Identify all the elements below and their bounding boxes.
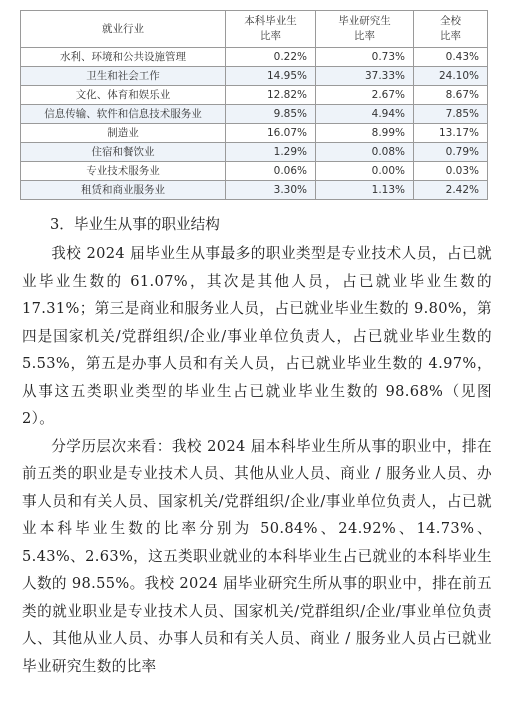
table-row — [21, 124, 488, 143]
industry-cell: 信息传输、软件和信息技术服务业 — [21, 105, 226, 124]
column-header: 全校 比率 — [414, 11, 488, 48]
table-row — [21, 181, 488, 200]
rate-cell: 24.10% — [414, 67, 488, 86]
rate-cell: 1.13% — [316, 181, 414, 200]
industry-cell: 水利、环境和公共设施管理 — [21, 48, 226, 67]
rate-cell: 12.82% — [226, 86, 316, 105]
section-heading: 3．毕业生从事的职业结构 — [50, 216, 220, 233]
industry-rate-table — [20, 10, 488, 200]
table-row — [21, 162, 488, 181]
rate-cell: 1.29% — [226, 143, 316, 162]
column-header: 就业行业 — [21, 11, 226, 48]
section-body — [22, 240, 492, 680]
rate-cell: 0.22% — [226, 48, 316, 67]
rate-cell: 16.07% — [226, 124, 316, 143]
rate-cell: 14.95% — [226, 67, 316, 86]
industry-cell: 卫生和社会工作 — [21, 67, 226, 86]
table-header — [21, 11, 488, 48]
table-row — [21, 105, 488, 124]
rate-cell: 8.67% — [414, 86, 488, 105]
paragraph-overall: 我校 2024 届毕业生从事最多的职业类型是专业技术人员，占已就业毕业生数的 61.07%，其次是其他人员，占已就业毕业生数的 17.31%；第三是商业和服务业人员，占已就业毕业生数的 9.80%，第四是国家机关/党群组织/企业/事业单位负责人，占已就业毕业生数的 5.53%，第五是办事人员和有关人员，占已就业毕业生数的 4.97%，从事这五类职业类型的毕业生占已就业毕业生数的 98.68%（见图 2）。 — [22, 245, 492, 427]
table-row — [21, 143, 488, 162]
table-header-row — [21, 11, 488, 48]
industry-cell: 专业技术服务业 — [21, 162, 226, 181]
table-row — [21, 86, 488, 105]
rate-cell: 4.94% — [316, 105, 414, 124]
industry-cell: 租赁和商业服务业 — [21, 181, 226, 200]
table-body — [21, 48, 488, 200]
industry-cell: 住宿和餐饮业 — [21, 143, 226, 162]
rate-cell: 2.42% — [414, 181, 488, 200]
rate-cell: 2.67% — [316, 86, 414, 105]
rate-cell: 37.33% — [316, 67, 414, 86]
rate-cell: 7.85% — [414, 105, 488, 124]
rate-cell: 13.17% — [414, 124, 488, 143]
rate-cell: 0.00% — [316, 162, 414, 181]
rate-cell: 0.08% — [316, 143, 414, 162]
rate-cell: 0.06% — [226, 162, 316, 181]
rate-cell: 0.79% — [414, 143, 488, 162]
industry-rate-table-container — [20, 10, 487, 200]
industry-cell: 文化、体育和娱乐业 — [21, 86, 226, 105]
rate-cell: 0.73% — [316, 48, 414, 67]
column-header: 毕业研究生 比率 — [316, 11, 414, 48]
table-row — [21, 48, 488, 67]
rate-cell: 8.99% — [316, 124, 414, 143]
table-row — [21, 67, 488, 86]
rate-cell: 9.85% — [226, 105, 316, 124]
paragraph-by-degree: 分学历层次来看：我校 2024 届本科毕业生所从事的职业中，排在前五类的职业是专业技术人员、其他从业人员、商业 / 服务业人员、办事人员和有关人员、国家机关/党群组织/企业/事业单位负责人，占已就业本科毕业生数的比率分别为 50.84%、24.92%、14.73%、5.43%、2.63%，这五类职业就业的本科毕业生占已就业的本科毕业生人数的 98.55%。我校 2024 届毕业研究生所从事的职业中，排在前五类的就业职业是专业技术人员、国家机关/党群组织/企业/事业单位负责人、其他从业人员、办事人员和有关人员、商业 / 服务业人员占已就业毕业研究生数的比率 — [22, 437, 492, 675]
rate-cell: 3.30% — [226, 181, 316, 200]
column-header: 本科毕业生 比率 — [226, 11, 316, 48]
rate-cell: 0.43% — [414, 48, 488, 67]
industry-cell: 制造业 — [21, 124, 226, 143]
rate-cell: 0.03% — [414, 162, 488, 181]
